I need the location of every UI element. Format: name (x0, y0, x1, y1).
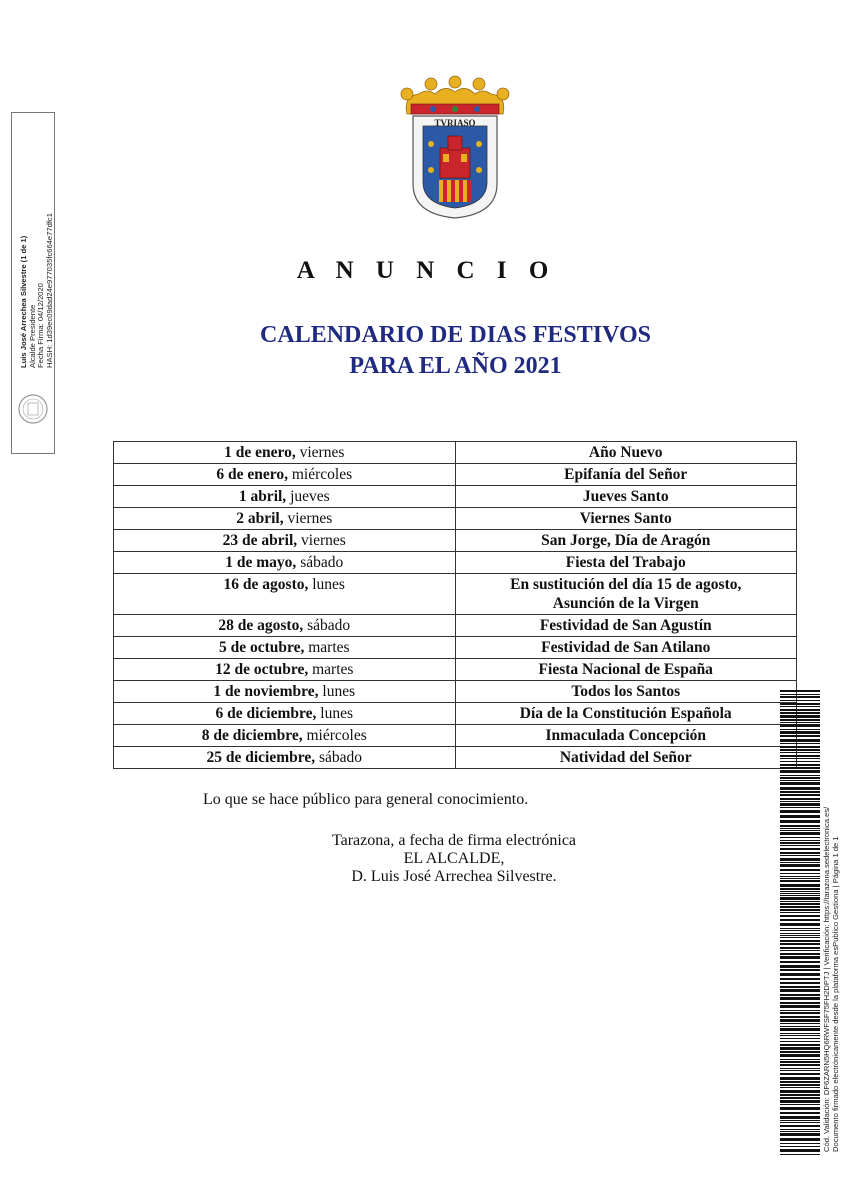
holiday-weekday: lunes (318, 683, 356, 700)
barcode-bar (780, 973, 820, 976)
table-row (114, 725, 797, 747)
barcode-bar (780, 1068, 820, 1069)
barcode-bar (780, 906, 820, 908)
barcode-bar (780, 1061, 820, 1063)
barcode-bar (780, 703, 820, 705)
barcode-bar (780, 884, 820, 887)
barcode-bar (780, 1149, 820, 1152)
barcode-bar (780, 1070, 820, 1071)
barcode-bar (780, 912, 820, 913)
barcode-bar (780, 1051, 820, 1053)
barcode-bar (780, 770, 820, 773)
holiday-weekday: viernes (295, 444, 345, 461)
barcode-bar (780, 1016, 820, 1018)
table-row (114, 508, 797, 530)
table-row (114, 486, 797, 508)
barcode-bar (780, 1026, 820, 1027)
barcode-icon (780, 690, 820, 1155)
barcode-bar (780, 1012, 820, 1014)
barcode-bar (780, 864, 820, 867)
barcode-bar (780, 1131, 820, 1132)
barcode-bar (780, 787, 820, 790)
barcode-bar (780, 947, 820, 949)
holiday-name: Todos los Santos (455, 681, 797, 703)
holiday-weekday: miércoles (302, 727, 367, 744)
barcode-bar (780, 731, 820, 734)
barcode-bar (780, 937, 820, 938)
barcode-bar (780, 1120, 820, 1121)
barcode-bar (780, 897, 820, 900)
barcode-bar (780, 1112, 820, 1114)
barcode-bar (780, 1154, 820, 1155)
holiday-weekday: viernes (283, 510, 333, 527)
holiday-date-cell (114, 659, 456, 681)
barcode-bar (780, 986, 820, 988)
barcode-bar (780, 832, 820, 835)
holiday-name: Fiesta del Trabajo (455, 552, 797, 574)
barcode-bar (780, 933, 820, 934)
barcode-bar (780, 950, 820, 951)
coat-of-arms-icon (393, 74, 517, 222)
barcode-bar (780, 1094, 820, 1096)
barcode-bar (780, 842, 820, 844)
holiday-date: 8 de diciembre, (201, 727, 303, 744)
barcode-bar (780, 1077, 820, 1080)
barcode-bar (780, 848, 820, 850)
barcode-bar (780, 997, 820, 1000)
barcode-bar (780, 876, 820, 877)
barcode-bar (780, 1090, 820, 1093)
table-row (114, 552, 797, 574)
barcode-bar (780, 1064, 820, 1066)
barcode-bar (780, 915, 820, 917)
holiday-date: 16 de agosto, (223, 576, 309, 593)
holiday-date: 23 de abril, (222, 532, 298, 549)
barcode-bar (780, 873, 820, 874)
holiday-weekday: martes (308, 661, 354, 678)
barcode-bar (780, 1081, 820, 1083)
holiday-date: 12 de octubre, (215, 661, 309, 678)
barcode-bar (780, 780, 820, 781)
barcode-bar (780, 798, 820, 800)
barcode-bar (780, 1028, 820, 1031)
barcode-bar (780, 1143, 820, 1144)
signer-role: Alcalde Presidente (27, 304, 37, 368)
barcode-bar (780, 862, 820, 863)
subtitle-line-1: CALENDARIO DE DIAS FESTIVOS (260, 322, 651, 348)
barcode-bar (780, 724, 820, 727)
table-row (114, 615, 797, 637)
holiday-date: 1 abril, (238, 488, 287, 505)
barcode-bar (780, 801, 820, 802)
barcode-bar (780, 1100, 820, 1103)
barcode-bar (780, 903, 820, 905)
holiday-date: 5 de octubre, (218, 639, 305, 656)
barcode-bar (780, 690, 820, 692)
barcode-bar (780, 739, 820, 742)
sign-name: D. Luis José Arrechea Silvestre. (351, 868, 557, 885)
barcode-bar (780, 928, 820, 929)
table-row (114, 442, 797, 464)
barcode-bar (780, 888, 820, 890)
barcode-bar (780, 1038, 820, 1039)
verification-text (822, 732, 840, 1152)
barcode-bar (780, 891, 820, 892)
holiday-date-cell (114, 574, 456, 615)
barcode-bar (780, 1073, 820, 1075)
holiday-weekday: sábado (315, 749, 363, 766)
holiday-name: Viernes Santo (455, 508, 797, 530)
barcode-bar (780, 1002, 820, 1004)
barcode-bar (780, 1097, 820, 1099)
barcode-bar (780, 1047, 820, 1050)
barcode-bar (780, 1107, 820, 1110)
barcode-bar (780, 895, 820, 896)
barcode-bar (780, 764, 820, 766)
barcode-bar (780, 755, 820, 757)
barcode-bar (780, 815, 820, 818)
barcode-bar (780, 1019, 820, 1022)
verification-line-2: Documento firmado electrónicamente desde la plataforma esPublico Gestiona | Página 1 de 1 (831, 836, 840, 1152)
barcode-bar (780, 749, 820, 751)
holiday-date-cell (114, 615, 456, 637)
barcode-bar (780, 1023, 820, 1024)
holiday-name: Natividad del Señor (455, 747, 797, 769)
barcode-bar (780, 1010, 820, 1011)
barcode-bar (780, 961, 820, 963)
barcode-bar (780, 994, 820, 996)
holiday-name: Fiesta Nacional de España (455, 659, 797, 681)
barcode-bar (780, 782, 820, 785)
barcode-bar (780, 1146, 820, 1147)
barcode-bar (780, 935, 820, 936)
signature-date: Fecha Firma: 04/12/2020 (36, 283, 46, 368)
barcode-bar (780, 1084, 820, 1086)
barcode-bar (780, 1125, 820, 1127)
holiday-name-cell (455, 574, 797, 615)
holiday-date-cell (114, 486, 456, 508)
holiday-date: 1 de enero, (224, 444, 296, 461)
barcode-bar (780, 803, 820, 806)
holiday-date-cell (114, 508, 456, 530)
holiday-date: 28 de agosto, (218, 617, 304, 634)
barcode-bar (780, 978, 820, 980)
holiday-weekday: jueves (286, 488, 330, 505)
signer-name: Luis José Arrechea Silvestre (1 de 1) (19, 235, 28, 368)
barcode-bar (780, 715, 820, 718)
holiday-name: San Jorge, Día de Aragón (455, 530, 797, 552)
signature-hash: HASH: 1d39ec09dad24e977035fc664e77dfc1 (44, 213, 54, 368)
holiday-weekday: lunes (308, 576, 345, 593)
barcode-bar (780, 982, 820, 984)
table-row (114, 530, 797, 552)
holiday-date-cell (114, 464, 456, 486)
holiday-name: Año Nuevo (455, 442, 797, 464)
barcode-bar (780, 719, 820, 721)
barcode-bar (780, 878, 820, 879)
table-row (114, 703, 797, 725)
barcode-bar (780, 1005, 820, 1008)
barcode-bar (780, 840, 820, 841)
barcode-bar (780, 909, 820, 911)
barcode-bar (780, 1122, 820, 1123)
barcode-bar (780, 735, 820, 737)
holiday-date: 2 abril, (236, 510, 284, 527)
barcode-bar (780, 758, 820, 759)
barcode-bar (780, 1033, 820, 1034)
barcode-bar (780, 752, 820, 753)
barcode-bar (780, 830, 820, 831)
barcode-bar (780, 940, 820, 942)
holiday-weekday: lunes (316, 705, 353, 722)
barcode-bar (780, 919, 820, 921)
barcode-bar (780, 923, 820, 926)
svg-text:TVRIASO: TVRIASO (434, 118, 476, 128)
page-title: A N U N C I O (296, 257, 557, 284)
barcode-bar (780, 696, 820, 698)
holiday-date-cell (114, 552, 456, 574)
barcode-bar (780, 712, 820, 714)
barcode-bar (780, 837, 820, 838)
holiday-name: Jueves Santo (455, 486, 797, 508)
signature-block (270, 832, 638, 886)
barcode-bar (780, 845, 820, 846)
holiday-date: 25 de diciembre, (206, 749, 316, 766)
holidays-table (113, 441, 797, 769)
barcode-bar (780, 700, 820, 701)
holiday-weekday: viernes (297, 532, 346, 549)
barcode-bar (780, 1044, 820, 1046)
barcode-bar (780, 722, 820, 723)
barcode-bar (780, 775, 820, 776)
holiday-date: 1 de mayo, (225, 554, 297, 571)
sign-title: EL ALCALDE, (403, 850, 505, 867)
barcode-bar (780, 706, 820, 707)
barcode-bar (780, 965, 820, 968)
barcode-bar (780, 943, 820, 945)
holiday-date-cell (114, 530, 456, 552)
holiday-name-line-2: Asunción de la Virgen (552, 595, 699, 612)
barcode-bar (780, 1059, 820, 1060)
barcode-bar (780, 761, 820, 762)
seal-icon (17, 393, 49, 425)
barcode-bar (780, 969, 820, 971)
barcode-bar (780, 828, 820, 829)
barcode-bar (780, 729, 820, 730)
barcode-bar (780, 1116, 820, 1119)
table-row (114, 574, 797, 615)
holiday-name: Epifanía del Señor (455, 464, 797, 486)
table-row (114, 681, 797, 703)
holiday-date-cell (114, 703, 456, 725)
holiday-date: 6 de diciembre, (215, 705, 317, 722)
verification-line-1: Cód. Validación: DF6ZARN5HQ6RWFSF75FH2DPTJ | Verificación: https://tarazona.sedelectronica.es/ (822, 806, 831, 1152)
public-notice-text: Lo que se hace público para general conocimiento. (203, 791, 529, 808)
barcode-bar (780, 746, 820, 748)
subtitle-line-2: PARA EL AÑO 2021 (349, 353, 562, 379)
barcode-bar (780, 869, 820, 871)
holiday-name: Inmaculada Concepción (455, 725, 797, 747)
holiday-date-cell (114, 681, 456, 703)
table-row (114, 659, 797, 681)
holiday-name: Festividad de San Atilano (455, 637, 797, 659)
table-row (114, 747, 797, 769)
barcode-bar (780, 901, 820, 902)
table-row (114, 464, 797, 486)
barcode-bar (780, 825, 820, 827)
barcode-bar (780, 743, 820, 744)
table-row (114, 637, 797, 659)
barcode-bar (780, 1054, 820, 1057)
barcode-bar (780, 989, 820, 992)
holiday-name: Festividad de San Agustín (455, 615, 797, 637)
barcode-bar (780, 1104, 820, 1105)
barcode-bar (780, 791, 820, 793)
barcode-bar (780, 893, 820, 894)
barcode-bar (780, 794, 820, 796)
barcode-bar (780, 767, 820, 769)
holiday-date: 6 de enero, (216, 466, 288, 483)
barcode-bar (780, 953, 820, 955)
holiday-weekday: miércoles (287, 466, 353, 483)
barcode-bar (780, 820, 820, 823)
barcode-bar (780, 807, 820, 808)
barcode-bar (780, 956, 820, 959)
barcode-bar (780, 930, 820, 931)
barcode-bar (780, 1041, 820, 1042)
holiday-date-cell (114, 637, 456, 659)
holiday-weekday: sábado (296, 554, 344, 571)
holiday-weekday: sábado (303, 617, 351, 634)
barcode-bar (780, 1133, 820, 1136)
holiday-name: En sustitución del día 15 de agosto, (510, 576, 742, 593)
holiday-date-cell (114, 442, 456, 464)
sign-place: Tarazona, a fecha de firma electrónica (331, 832, 577, 849)
barcode-bar (780, 880, 820, 882)
holiday-date-cell (114, 747, 456, 769)
barcode-bar (780, 709, 820, 711)
barcode-bar (780, 858, 820, 861)
barcode-bar (780, 810, 820, 813)
holiday-name: Día de la Constitución Española (455, 703, 797, 725)
holiday-weekday: martes (304, 639, 350, 656)
barcode-bar (780, 777, 820, 779)
barcode-bar (780, 694, 820, 695)
barcode-bar (780, 855, 820, 856)
holiday-date: 1 de noviembre, (213, 683, 319, 700)
holiday-date-cell (114, 725, 456, 747)
barcode-bar (780, 1129, 820, 1130)
barcode-bar (780, 852, 820, 854)
barcode-bar (780, 1138, 820, 1141)
barcode-bar (780, 1087, 820, 1088)
barcode-bar (780, 1035, 820, 1036)
